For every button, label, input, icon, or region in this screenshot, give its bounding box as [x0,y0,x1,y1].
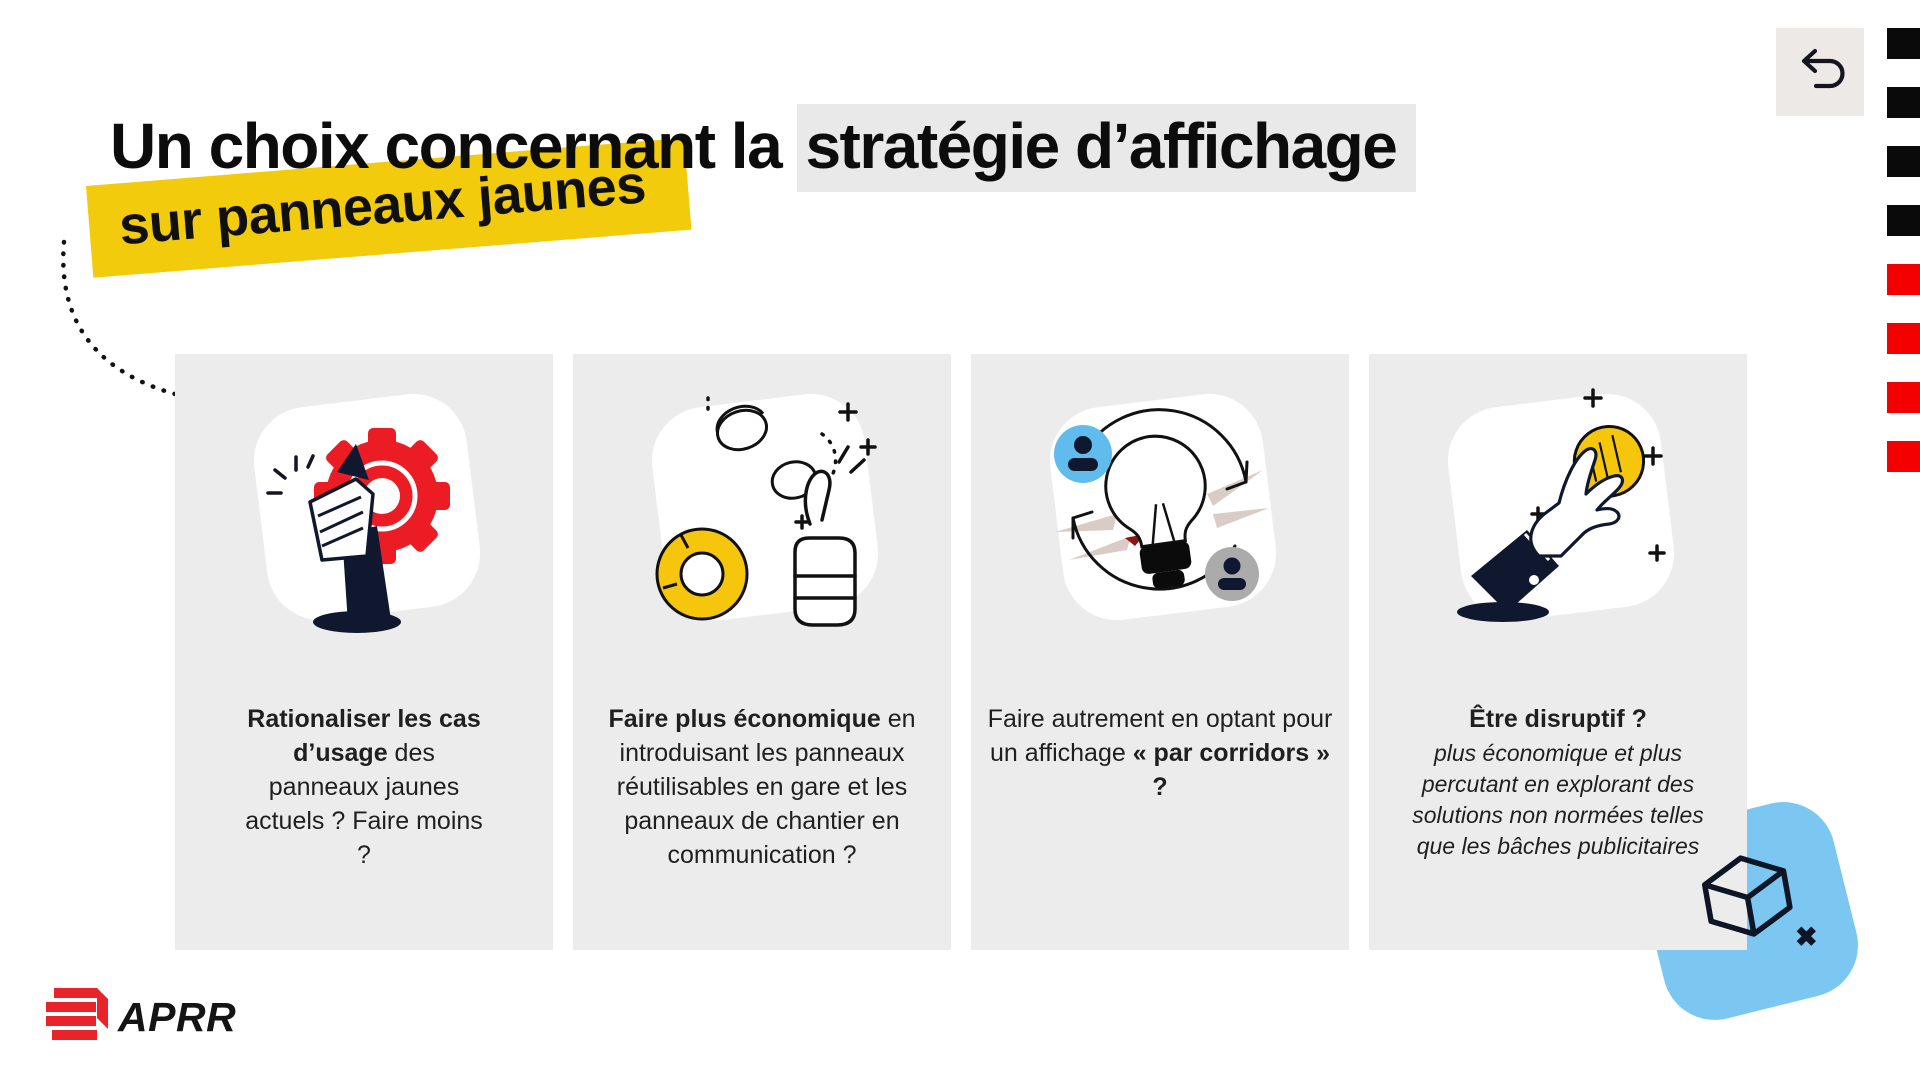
card-text [175,702,553,872]
card-body-text: des panneaux jaunes actuels ? Faire moins ? [245,739,483,869]
page-title [110,109,1416,183]
strip-square-red [1887,441,1920,472]
card-economique [573,354,951,950]
card-body-text: Faire autrement en optant pour un affichage [987,705,1333,767]
card-text [971,702,1349,804]
strip-square-black [1887,87,1920,118]
card-body-text: plus économique et plus percutant en explorant des solutions non normées telles que les bâches publicitaires [1412,740,1704,859]
option-cards [175,354,1747,950]
card-body-text: en introduisant les panneaux réutilisables en gare et les panneaux de chantier en communication ? [616,705,916,869]
banner-label: sur panneaux jaunes [116,154,648,257]
aprr-logo [44,986,236,1049]
right-edge-square-strip [1887,28,1920,472]
undo-arrow-icon [1791,46,1849,99]
card-rationaliser [175,354,553,950]
title-prefix: Un choix concernant la [110,109,798,182]
card-title: Être disruptif ? [1469,705,1647,733]
strip-square-red [1887,323,1920,354]
card-bold-text: « par corridors » ? [1132,739,1331,801]
cross-mark: ✖ [1795,922,1818,952]
strip-square-black [1887,205,1920,236]
back-button[interactable] [1776,28,1864,116]
aprr-logo-icon [44,986,110,1049]
card-text [1369,702,1747,862]
card-bold-text: Rationaliser les cas d’usage [247,705,481,767]
cube-icon [1690,842,1806,958]
strip-square-black [1887,28,1920,59]
card-bold-text: Faire plus économique [608,705,881,733]
strip-square-red [1887,382,1920,413]
strip-square-black [1887,146,1920,177]
card-text [573,702,951,872]
title-highlight: stratégie d’affichage [797,104,1416,192]
aprr-logo-text: APRR [118,994,237,1040]
strip-square-red [1887,264,1920,295]
card-corridors [971,354,1349,950]
